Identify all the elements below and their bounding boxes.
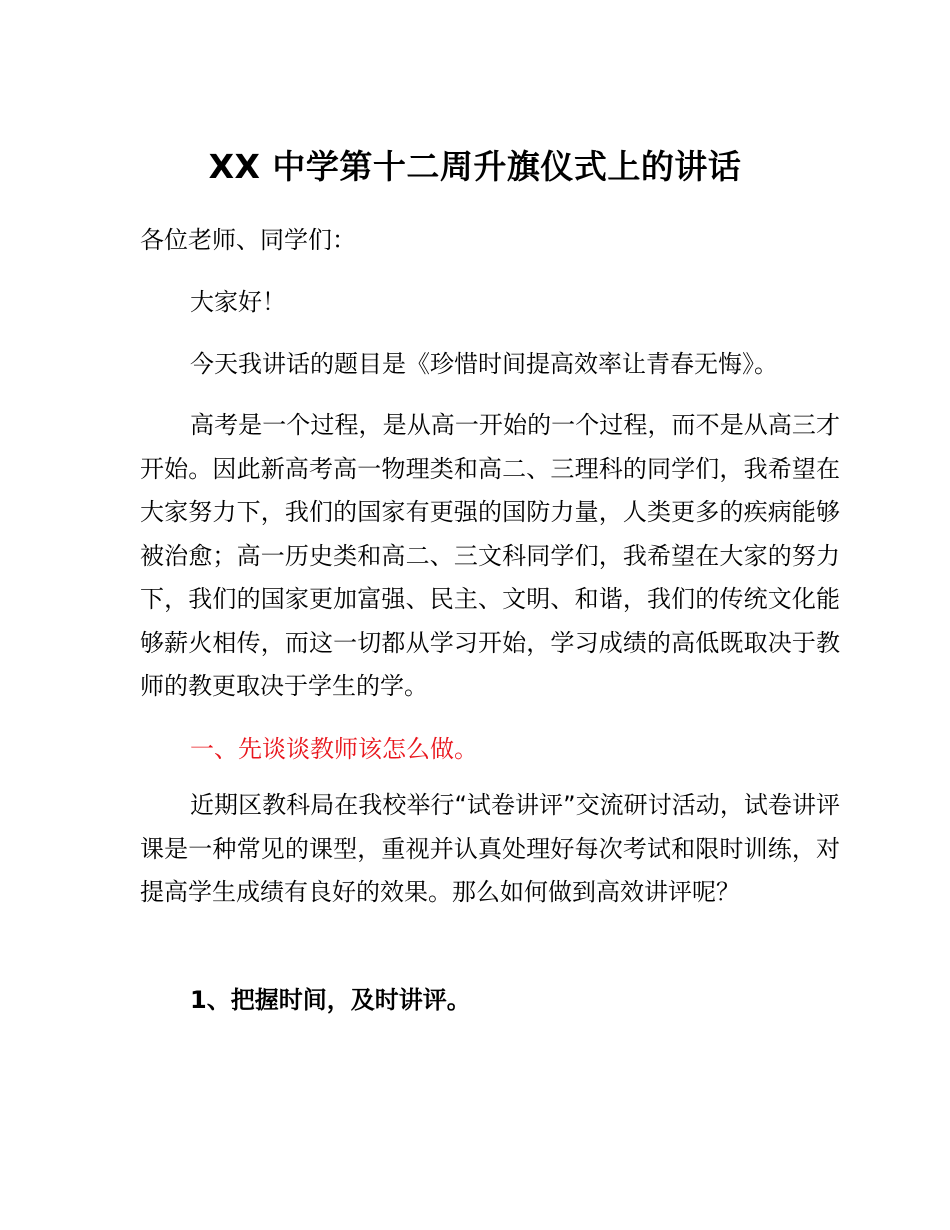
document-title: XX 中学第十二周升旗仪式上的讲话 bbox=[208, 147, 742, 186]
body-paragraph-2: 近期区教科局在我校举行“试卷讲评”交流研讨活动，试卷讲评课是一种常见的课型，重视并认真处理好每次考试和限时训练，对提高学生成绩有良好的效果。那么如何做到高效讲评呢？ bbox=[140, 791, 840, 906]
salutation: 各位老师、同学们： bbox=[140, 226, 356, 254]
greeting: 大家好！ bbox=[190, 288, 286, 316]
speech-topic: 今天我讲话的题目是《珍惜时间提高效率让青春无悔》。 bbox=[190, 350, 778, 378]
body-paragraph-1: 高考是一个过程，是从高一开始的一个过程，而不是从高三才开始。因此新高考高一物理类和高二、三理科的同学们，我希望在大家努力下，我们的国家有更强的国防力量，人类更多的疾病能够被治愈；高一历史类和高二、三文科同学们，我希望在大家的努力下，我们的国家更加富强、民主、文明、和谐，我们的传统文化能够薪火相传，而这一切都从学习开始，学习成绩的高低既取决于教师的教更取决于学生的学。 bbox=[140, 411, 840, 700]
section-heading: 一、先谈谈教师该怎么做。 bbox=[190, 735, 478, 763]
subheading: 1、把握时间，及时讲评。 bbox=[190, 986, 471, 1014]
